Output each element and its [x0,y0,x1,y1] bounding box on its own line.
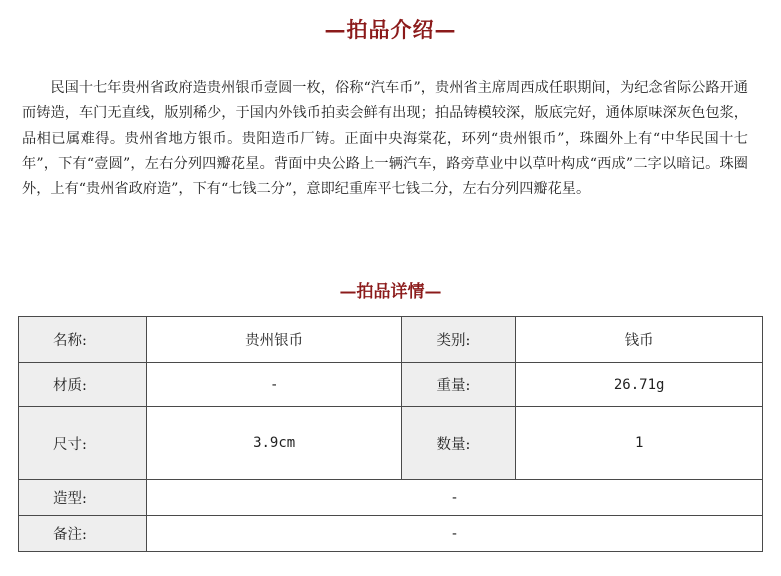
table-row [19,317,763,363]
weight-value: 26.71g [516,363,763,407]
details-table [18,316,763,552]
shape-label: 造型: [19,480,147,516]
category-label: 类别: [402,317,516,363]
weight-label: 重量: [402,363,516,407]
table-row [19,407,763,480]
table-row [19,516,763,552]
quantity-label: 数量: [402,407,516,480]
category-value: 钱币 [516,317,763,363]
note-label: 备注: [19,516,147,552]
name-value: 贵州银币 [146,317,402,363]
note-value: - [146,516,762,552]
quantity-value: 1 [516,407,763,480]
size-label: 尺寸: [19,407,147,480]
table-row [19,480,763,516]
material-label: 材质: [19,363,147,407]
shape-value: - [146,480,762,516]
size-value: 3.9cm [146,407,402,480]
details-section-title: —拍品详情— [339,282,442,302]
table-row [19,363,763,407]
material-value: - [146,363,402,407]
intro-section-title: —拍品介绍— [324,17,457,42]
intro-paragraph: 民国十七年贵州省政府造贵州银币壹圆一枚，俗称“汽车币”，贵州省主席周西成任职期间，为纪念省际公路开通而铸造，车门无直线，版别稀少，于国内外钱币拍卖会鲜有出现；拍品铸模较深，版底完好，通体原味深灰色包浆，品相已属难得。贵州省地方银币。贵阳造币厂铸。正面中央海棠花，环列“贵州银币”，珠圈外上有“中华民国十七年”，下有“壹圆”，左右分列四瓣花星。背面中央公路上一辆汽车，路旁草业中以草叶构成“西成”二字以暗记。珠圈外，上有“贵州省政府造”，下有“七钱二分”，意即纪重库平七钱二分，左右分列四瓣花星。 [22,80,748,198]
name-label: 名称: [19,317,147,363]
